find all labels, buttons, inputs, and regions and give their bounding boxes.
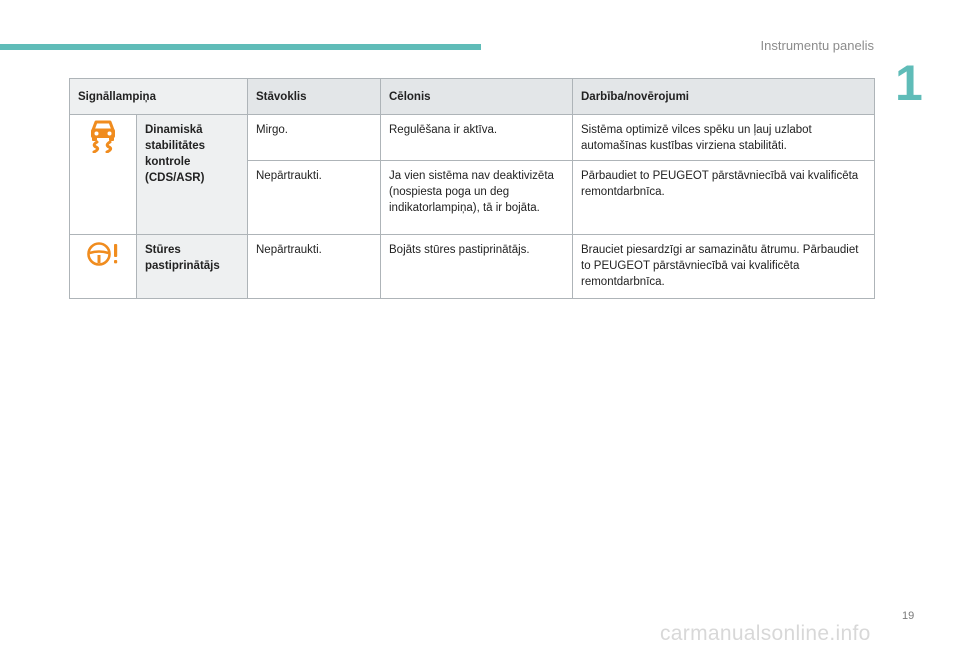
lamp-action: Brauciet piesardzīgi ar samazinātu ātrumu. Pārbaudiet to PEUGEOT pārstāvniecībā vai kvalificēta remontdarbnīca.: [573, 235, 875, 299]
lamp-state: Nepārtraukti.: [248, 235, 381, 299]
lamp-name: Stūres pastiprinātājs: [137, 235, 248, 299]
stability-control-icon: [88, 119, 118, 153]
lamp-action: Sistēma optimizē vilces spēku un ļauj uzlabot automašīnas kustības virziena stabilitāti.: [573, 115, 875, 161]
column-header-lamp: Signāllampiņa: [70, 79, 248, 115]
section-title: Instrumentu panelis: [760, 38, 874, 53]
page-number: 19: [902, 610, 915, 622]
column-header-action: Darbība/novērojumi: [573, 79, 875, 115]
column-header-cause: Cēlonis: [381, 79, 573, 115]
lamp-state: Mirgo.: [248, 115, 381, 161]
lamp-icon-cell: [70, 115, 137, 235]
warning-lamp-table: [69, 78, 875, 299]
chapter-number: 1: [895, 55, 923, 111]
lamp-cause: Bojāts stūres pastiprinātājs.: [381, 235, 573, 299]
lamp-state: Nepārtraukti.: [248, 161, 381, 235]
column-header-state: Stāvoklis: [248, 79, 381, 115]
lamp-action: Pārbaudiet to PEUGEOT pārstāvniecībā vai kvalificēta remontdarbnīca.: [573, 161, 875, 235]
steering-warning-icon: [86, 239, 120, 269]
lamp-cause: Ja vien sistēma nav deaktivizēta (nospiesta poga un deg indikatorlampiņa), tā ir bojāta.: [381, 161, 573, 235]
table-row: [70, 115, 875, 161]
table-row: [70, 235, 875, 299]
lamp-icon-cell: [70, 235, 137, 299]
table-header-row: [70, 79, 875, 115]
watermark: carmanualsonline.info: [660, 622, 871, 645]
lamp-name: Dinamiskā stabilitātes kontrole (CDS/ASR): [137, 115, 248, 235]
top-accent-bar: [0, 44, 481, 50]
lamp-cause: Regulēšana ir aktīva.: [381, 115, 573, 161]
